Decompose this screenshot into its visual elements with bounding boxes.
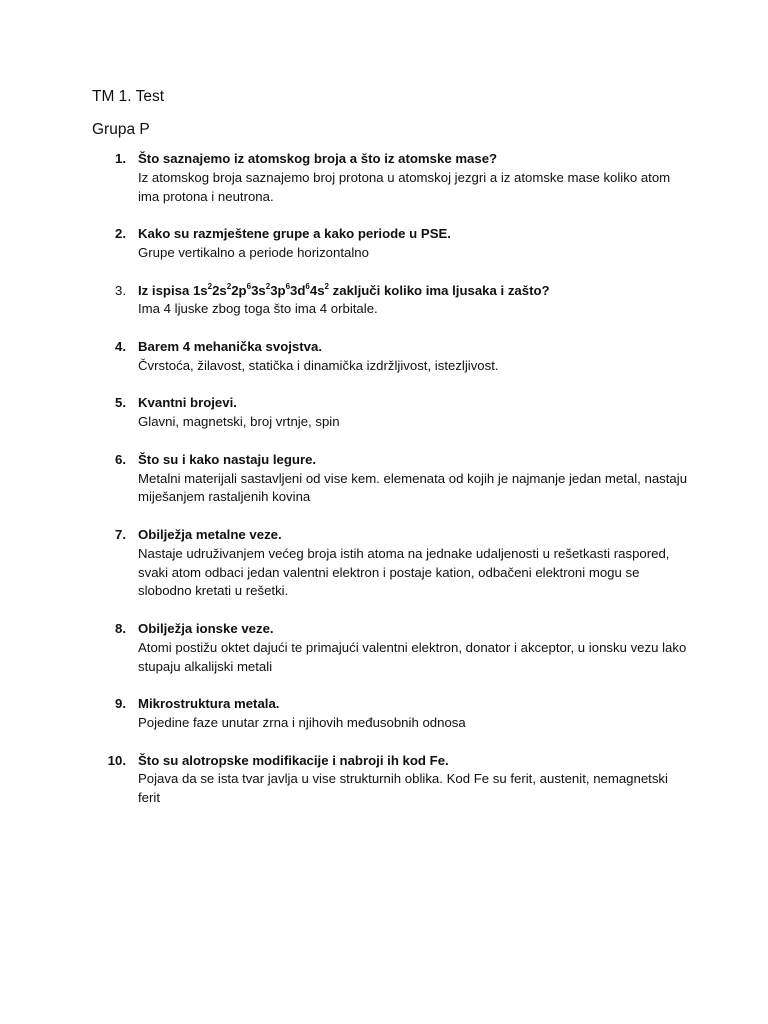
question-text: Kvantni brojevi. xyxy=(138,395,237,411)
answer-text: Atomi postižu oktet dajući te primajući valentni elektron, donator i akceptor, u ionsku vezu lako stupaju alkalijski metali xyxy=(138,639,687,674)
question-text xyxy=(138,282,692,301)
question-text-part: 4s xyxy=(309,282,325,298)
question-text: Što saznajemo iz atomskog broja a što iz atomske mase? xyxy=(138,151,498,166)
group-label: Grupa P xyxy=(92,121,150,138)
question-text-part: 3d xyxy=(290,282,306,298)
question-number: 2. xyxy=(115,226,126,242)
question-item-10 xyxy=(92,752,692,808)
question-item-3 xyxy=(92,282,692,320)
question-text: Mikrostruktura metala. xyxy=(138,696,280,712)
superscript: 2 xyxy=(324,281,329,291)
answer-text: Čvrstoća, žilavost, statička i dinamička izdržljivost, istezljivost. xyxy=(138,357,499,373)
question-text: Barem 4 mehanička svojstva. xyxy=(138,338,322,354)
question-item-5 xyxy=(92,394,692,432)
question-item-1 xyxy=(92,150,692,206)
question-number: 3. xyxy=(115,282,126,298)
question-number: 1. xyxy=(115,151,126,166)
answer-text: Pojava da se ista tvar javlja u vise strukturnih oblika. Kod Fe su ferit, austenit, nemagnetski ferit xyxy=(138,771,668,806)
question-number: 8. xyxy=(115,620,126,636)
question-text: Obilježja metalne veze. xyxy=(138,526,282,542)
superscript: 6 xyxy=(285,281,291,291)
question-text-part: zaključi koliko ima ljusaka i zašto? xyxy=(329,282,550,298)
answer-text: Ima 4 ljuske zbog toga što ima 4 orbitale. xyxy=(138,301,378,317)
question-item-7 xyxy=(92,526,692,601)
question-item-6 xyxy=(92,451,692,507)
superscript: 2 xyxy=(265,281,271,291)
answer-text: Pojedine faze unutar zrna i njihovih međusobnih odnosa xyxy=(138,714,466,730)
superscript: 6 xyxy=(305,281,310,291)
question-text: Što su i kako nastaju legure. xyxy=(138,451,317,467)
superscript: 2 xyxy=(207,281,213,291)
question-item-2 xyxy=(92,225,692,263)
question-item-4 xyxy=(92,338,692,376)
question-number: 4. xyxy=(115,338,126,354)
answer-text: Nastaje udruživanjem većeg broja istih atoma na jednake udaljenosti u rešetkasti raspored, svaki atom odbaci jedan valentni elektron i postaje kation, odbačeni elektroni mogu se slobodno kretati u rešetki. xyxy=(138,545,670,599)
question-text-part: 3s xyxy=(251,282,266,298)
question-text-part: 3p xyxy=(270,282,286,298)
question-number: 7. xyxy=(115,526,126,542)
question-number: 9. xyxy=(115,696,126,712)
superscript: 2 xyxy=(226,281,232,291)
answer-text: Grupe vertikalno a periode horizontalno xyxy=(138,244,369,260)
question-number: 10. xyxy=(107,752,126,768)
question-text-part: 2p xyxy=(231,282,247,298)
answer-text: Glavni, magnetski, broj vrtnje, spin xyxy=(138,414,340,430)
superscript: 6 xyxy=(246,281,252,291)
question-item-8 xyxy=(92,620,692,676)
question-text-part: Iz ispisa 1s xyxy=(138,282,208,298)
document-title: TM 1. Test xyxy=(92,88,165,105)
question-item-9 xyxy=(92,695,692,733)
question-number: 6. xyxy=(115,451,126,467)
question-number: 5. xyxy=(115,395,126,411)
question-list xyxy=(92,150,692,827)
question-text-part: 2s xyxy=(212,282,227,298)
answer-text: Metalni materijali sastavljeni od vise kem. elemenata od kojih je najmanje jedan metal, nastaju miješanjem rastaljenih kovina xyxy=(138,470,688,505)
answer-text: Iz atomskog broja saznajemo broj protona u atomskoj jezgri a iz atomske mase koliko atom ima protona i neutrona. xyxy=(138,169,671,204)
question-text: Što su alotropske modifikacije i nabroji ih kod Fe. xyxy=(138,752,449,768)
question-text: Obilježja ionske veze. xyxy=(138,620,274,636)
question-text: Kako su razmještene grupe a kako periode u PSE. xyxy=(138,226,451,242)
